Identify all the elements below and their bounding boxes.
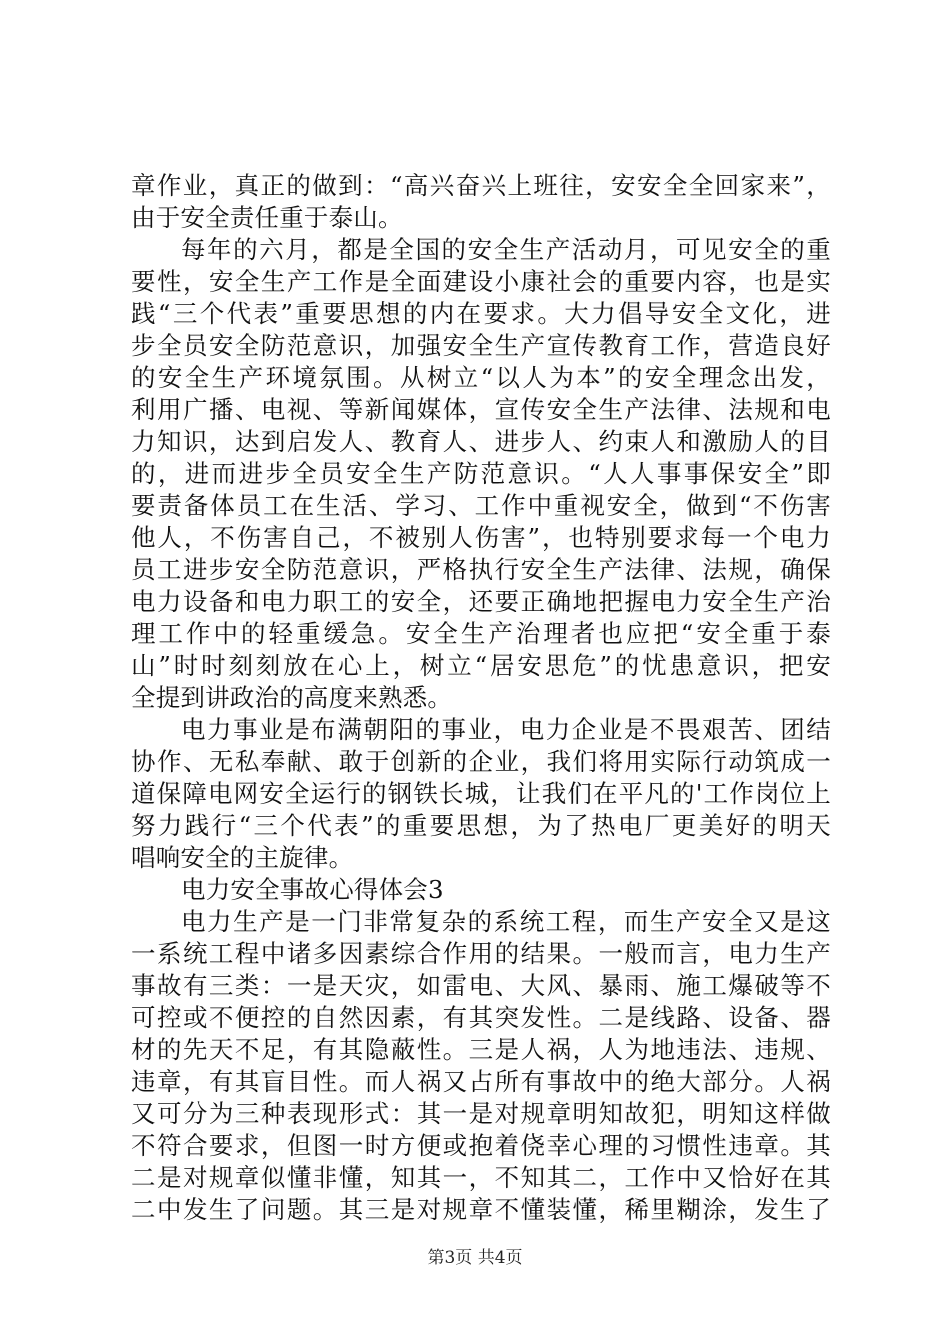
- text-line: 道保障电网安全运行的钢铁长城，让我们在平凡的'工作岗位上: [131, 779, 831, 808]
- text-line: 的安全生产环境氛围。从树立“以人为本”的安全理念出发，: [131, 363, 831, 392]
- text-line: 利用广播、电视、等新闻媒体，宣传安全生产法律、法规和电: [131, 395, 831, 424]
- text-line: 材的先天不足，有其隐蔽性。三是人祸，人为地违法、违规、: [131, 1035, 831, 1064]
- text-line: 电力事业是布满朝阳的事业，电力企业是不畏艰苦、团结: [181, 715, 831, 744]
- text-line: 践“三个代表”重要思想的内在要求。大力倡导安全文化，进: [131, 299, 831, 328]
- text-line: 电力设备和电力职工的安全，还要正确地把握电力安全生产治: [131, 587, 831, 616]
- text-line: 电力安全事故心得体会3: [181, 875, 444, 904]
- text-line: 理工作中的轻重缓急。安全生产治理者也应把“安全重于泰: [131, 619, 831, 648]
- text-line: 由于安全责任重于泰山。: [131, 203, 403, 232]
- text-line: 力知识，达到启发人、教育人、进步人、约束人和激励人的目: [131, 427, 831, 456]
- text-line: 又可分为三种表现形式：其一是对规章明知故犯，明知这样做: [131, 1099, 831, 1128]
- text-line: 协作、无私奉献、敢于创新的企业，我们将用实际行动筑成一: [131, 747, 831, 776]
- text-line: 每年的六月，都是全国的安全生产活动月，可见安全的重: [181, 235, 831, 264]
- text-line: 电力生产是一门非常复杂的系统工程，而生产安全又是这: [181, 907, 831, 936]
- text-line: 努力践行“三个代表”的重要思想，为了热电厂更美好的明天: [131, 811, 831, 840]
- text-line: 要责备体员工在生活、学习、工作中重视安全，做到“不伤害: [131, 491, 831, 520]
- text-line: 员工进步安全防范意识，严格执行安全生产法律、法规，确保: [131, 555, 831, 584]
- text-line: 违章，有其盲目性。而人祸又占所有事故中的绝大部分。人祸: [131, 1067, 831, 1096]
- text-line: 二中发生了问题。其三是对规章不懂装懂，稀里糊涂，发生了: [131, 1195, 831, 1224]
- text-line: 全提到讲政治的高度来熟悉。: [131, 683, 453, 712]
- text-line: 二是对规章似懂非懂，知其一，不知其二，工作中又恰好在其: [131, 1163, 831, 1192]
- text-line: 的，进而进步全员安全生产防范意识。“人人事事保安全”即: [131, 459, 831, 488]
- text-line: 不符合要求，但图一时方便或抱着侥幸心理的习惯性违章。其: [131, 1131, 831, 1160]
- page-footer: 第3页 共4页: [427, 1248, 523, 1268]
- document-body: [131, 170, 831, 1226]
- text-line: 可控或不便控的自然因素，有其突发性。二是线路、设备、器: [131, 1003, 831, 1032]
- text-line: 一系统工程中诸多因素综合作用的结果。一般而言，电力生产: [131, 939, 831, 968]
- text-line: 事故有三类：一是天灾，如雷电、大风、暴雨、施工爆破等不: [131, 971, 831, 1000]
- text-line: 章作业，真正的做到：“高兴奋兴上班往，安安全全回家来”，: [131, 171, 831, 200]
- text-line: 他人，不伤害自己，不被别人伤害”，也特别要求每一个电力: [131, 523, 831, 552]
- text-line: 山”时时刻刻放在心上，树立“居安思危”的忧患意识，把安: [131, 651, 831, 680]
- text-line: 要性，安全生产工作是全面建设小康社会的重要内容，也是实: [131, 267, 831, 296]
- text-line: 唱响安全的主旋律。: [131, 843, 354, 872]
- text-line: 步全员安全防范意识，加强安全生产宣传教育工作，营造良好: [131, 331, 831, 360]
